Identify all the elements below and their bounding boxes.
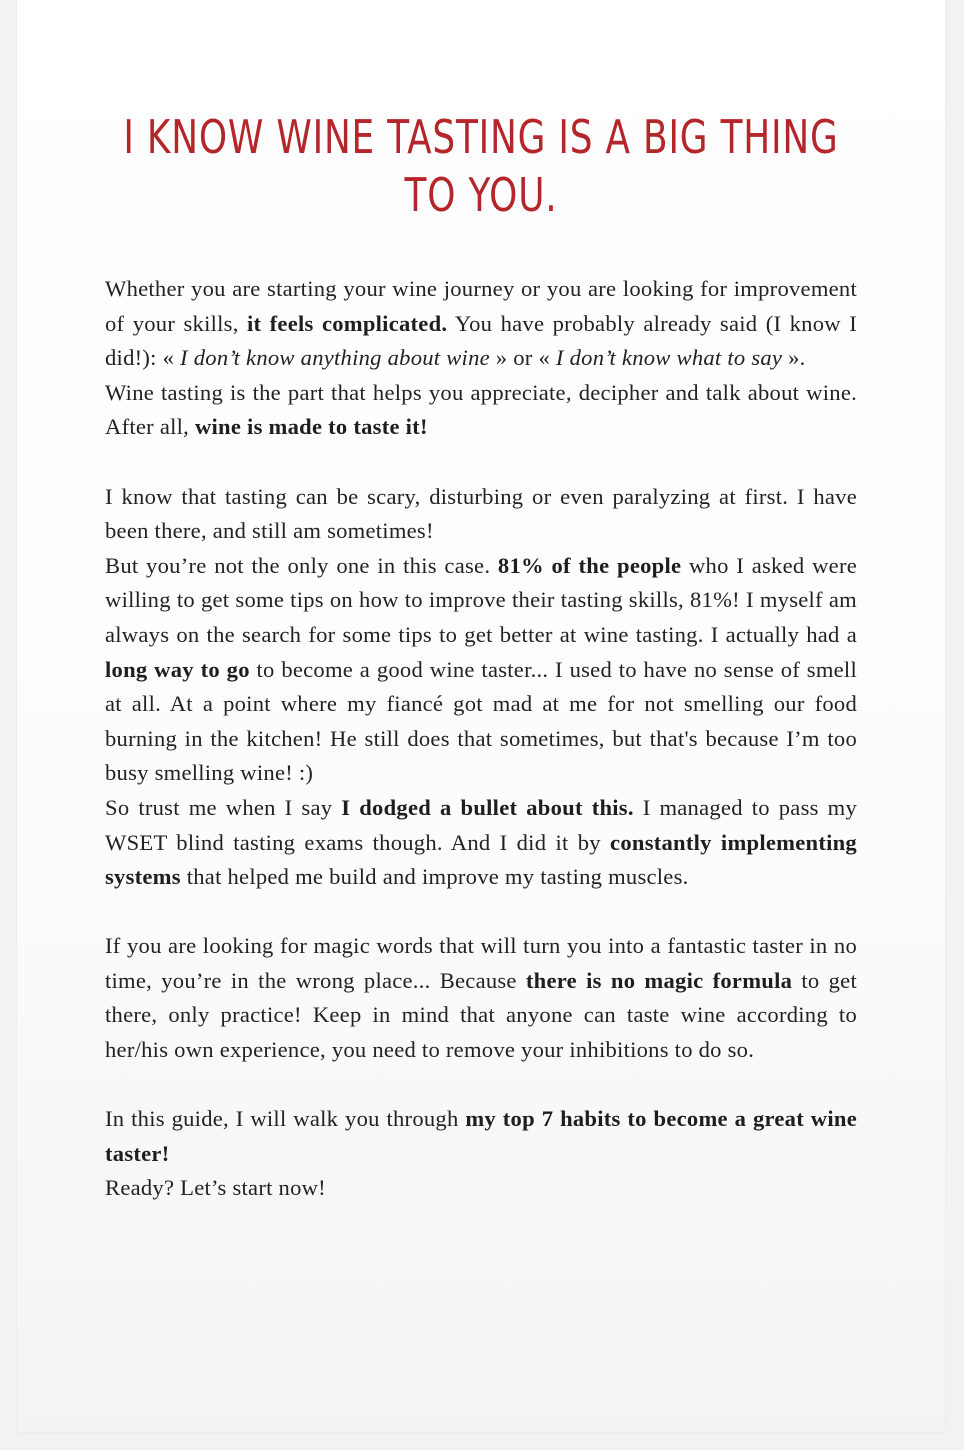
paragraph-trust-me [105, 791, 857, 895]
document-page [17, 0, 945, 1432]
page-title-line-1: I KNOW WINE TASTING IS A BIG THING [123, 110, 839, 164]
bold-text: 81% of the people [497, 552, 682, 578]
text-run: that helped me build and improve my tasting muscles. [180, 864, 689, 890]
body-text [105, 272, 857, 1206]
bold-text: it feels complicated. [246, 310, 448, 336]
text-run: ». [782, 345, 806, 371]
bold-text: I dodged a bullet about this. [341, 794, 634, 820]
text-run: I know that tasting can be scary, disturbing or even paralyzing at first. I have been there, and still am sometimes! [105, 483, 857, 544]
paragraph-wine-tasting [105, 376, 857, 445]
text-run: to get there, only practice! Keep in mind that anyone can taste wine according to her/his own experience, you need to remove your inhibitions to do so. [105, 967, 857, 1063]
text-run: In this guide, I will walk you through [105, 1106, 466, 1132]
text-run: who I asked were willing to get some tips on how to improve their tasting skills, 81%! I myself am always on the search for some tips to get better at wine tasting. I actually had a [105, 552, 857, 647]
paragraph-scary [105, 480, 857, 549]
bold-text: my top 7 habits to become a great wine taster! [105, 1106, 857, 1166]
text-run: to become a good wine taster... I used to have no sense of smell at all. At a point where my fiancé got mad at me for not smelling our food burning in the kitchen! He still does that sometimes, but that's because I’m too busy smelling wine! :) [105, 656, 857, 786]
text-run: But you’re not the only one in this case. [105, 552, 498, 578]
paragraph-guide [105, 1102, 857, 1171]
paragraph-intro [105, 272, 857, 376]
bold-text: wine is made to taste it! [194, 414, 428, 440]
text-run: Ready? Let’s start now! [105, 1175, 326, 1201]
text-run: You have probably already said (I know I did!): « [105, 310, 857, 371]
page-title-line-2: TO YOU. [404, 168, 558, 222]
text-run: If you are looking for magic words that will turn you into a fantastic taster in no time, you’re in the wrong place... Because [105, 933, 857, 993]
paragraph-ready [105, 1171, 857, 1206]
bold-text: there is no magic formula [525, 967, 793, 993]
text-run: Wine tasting is the part that helps you appreciate, decipher and talk about wine. After all, [105, 379, 857, 440]
text-run: I managed to pass my WSET blind tasting exams though. And I did it by [105, 794, 857, 855]
text-run: So trust me when I say [105, 794, 342, 820]
text-run: » or « [489, 345, 556, 371]
text-run: Whether you are starting your wine journey or you are looking for improvement of your skills, [105, 276, 857, 336]
page-title [119, 108, 843, 224]
bold-text: long way to go [105, 656, 250, 682]
italic-quote: I don’t know what to say [555, 345, 783, 371]
paragraph-not-alone [105, 549, 857, 791]
italic-quote: I don’t know anything about wine [180, 345, 490, 371]
bold-text: constantly implementing systems [105, 829, 857, 890]
paragraph-magic-words [105, 929, 857, 1067]
